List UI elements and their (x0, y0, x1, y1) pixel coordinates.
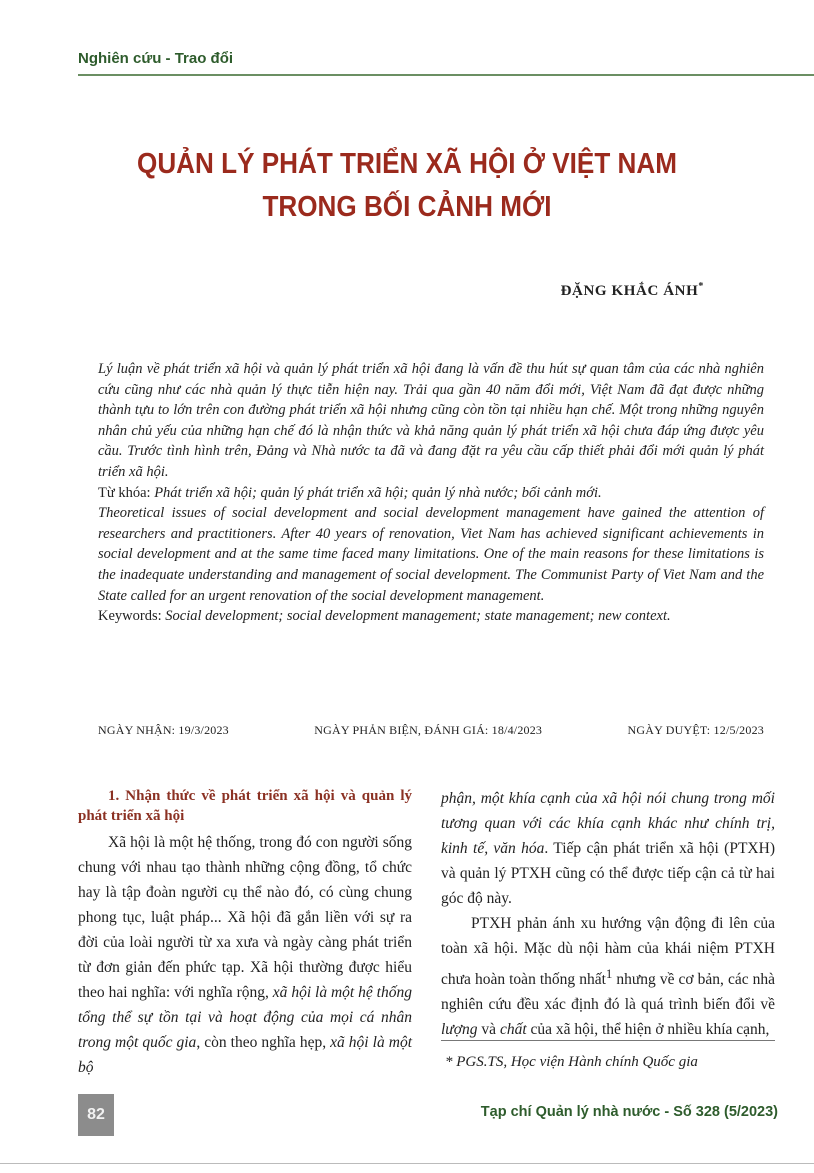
text-run-italic: xã hội là một bộ (78, 1034, 412, 1076)
text-run-italic: lượng (441, 1021, 478, 1039)
date-reviewed: NGÀY PHẢN BIỆN, ĐÁNH GIÁ: 18/4/2023 (314, 723, 543, 737)
header-rule (78, 74, 814, 76)
text-run: và (477, 1021, 500, 1039)
paragraph (78, 830, 412, 1080)
page-number: 82 (78, 1094, 114, 1136)
footnote-ref: 1 (605, 966, 613, 981)
article-dates (98, 723, 764, 738)
bottom-rule (0, 1163, 814, 1164)
keywords-english (98, 606, 764, 627)
text-run-italic: phận, một khía cạnh của xã hội nói chung trong mối tương quan với các khía cạnh khác như chính trị, kinh tế, văn hóa (441, 790, 775, 857)
date-received: NGÀY NHẬN: 19/3/2023 (98, 723, 229, 737)
keywords-en: Social development; social development management; state management; new context. (165, 608, 671, 625)
keywords-vietnamese (98, 483, 764, 504)
text-run: PTXH phản ánh xu hướng vận động đi lên của toàn xã hội. Mặc dù nội hàm của khái niệm PTXH chưa hoàn toàn thống nhất (441, 915, 775, 989)
keywords-label-en: Keywords: (98, 608, 162, 625)
text-run: , còn theo nghĩa hẹp, (196, 1034, 331, 1051)
author-name (561, 281, 704, 300)
paragraph (441, 786, 775, 911)
body-column-left (78, 786, 412, 1080)
abstract-vietnamese: Lý luận về phát triển xã hội và quản lý phát triển xã hội đang là vấn đề thu hút sự quan tâm của các nhà nghiên cứu cũng như các nhà quản lý thực tiễn hiện nay. Trải qua gần 40 năm đổi mới, Việt Nam đã đạt được những thành tựu to lớn trên con đường phát triển xã hội nhưng cũng còn tồn tại nhiều hạn chế. Một trong những nguyên nhân chủ yếu của những hạn chế đó là nhận thức và khả năng quản lý phát triển xã hội chưa đáp ứng được yêu cầu. Trước tình hình trên, Đảng và Nhà nước ta đã và đang đặt ra yêu cầu cấp thiết phải đổi mới quản lý phát triển xã hội. (98, 361, 764, 480)
text-run: nhưng về cơ bản, các nhà nghiên cứu đều xác định đó là quá trình biến đổi về (441, 971, 776, 1014)
author-text: ĐẶNG KHẮC ÁNH (560, 283, 699, 299)
paragraph (441, 911, 775, 1042)
body-column-right (441, 786, 775, 1042)
abstract (98, 359, 764, 627)
journal-info: Tạp chí Quản lý nhà nước - Số 328 (5/2023) (480, 1104, 778, 1120)
title-line-2: TRONG BỐI CẢNH MỚI (262, 191, 552, 223)
text-run-italic: chất (499, 1021, 527, 1039)
author-footnote-mark: * (698, 281, 704, 292)
section-heading: 1. Nhận thức về phát triển xã hội và quản lý phát triển xã hội (78, 788, 412, 824)
text-run: của xã hội, thể hiện ở nhiều khía cạnh, (526, 1021, 770, 1039)
section-label: Nghiên cứu - Trao đổi (78, 50, 234, 67)
keywords-label-vi: Từ khóa: (98, 484, 151, 501)
abstract-english: Theoretical issues of social development and social development management have gained the attention of researchers and practitioners. After 40 years of renovation, Viet Nam has achieved significant achievements in social development and at the same time faced many limitations. One of the main reasons for these limitations is the inadequate understanding and management of social development. The Communist Party of Viet Nam and the State called for an urgent renovation of the social development management. (98, 505, 764, 604)
text-run-italic: xã hội là một hệ thống tổng thể sự tồn tại và hoạt động của mọi cá nhân trong một quốc gia (78, 984, 412, 1051)
date-approved: NGÀY DUYỆT: 12/5/2023 (627, 723, 764, 737)
text-run: . Tiếp cận phát triển xã hội (PTXH) và quản lý PTXH cũng có thể được tiếp cận cả từ hai góc độ này. (441, 840, 775, 907)
author-footnote: * PGS.TS, Học viện Hành chính Quốc gia (445, 1054, 698, 1070)
article-title (41, 143, 774, 229)
footnote-rule (441, 1040, 775, 1041)
keywords-vi: Phát triển xã hội; quản lý phát triển xã hội; quản lý nhà nước; bối cảnh mới. (154, 484, 602, 501)
text-run: Xã hội là một hệ thống, trong đó con người sống chung với nhau tạo thành những cộng đồng, tổ chức hay là tập đoàn người cụ thể nào đó, có cùng chung phong tục, luật pháp... Xã hội đã gắn liền với sự ra đời của loài người từ xa xưa và ngày càng phát triển từ đơn giản đến phức tạp. Xã hội thường được hiểu theo hai nghĩa: với nghĩa rộng, (78, 834, 412, 1001)
title-line-1: QUẢN LÝ PHÁT TRIỂN XÃ HỘI Ở VIỆT NAM (137, 148, 677, 180)
